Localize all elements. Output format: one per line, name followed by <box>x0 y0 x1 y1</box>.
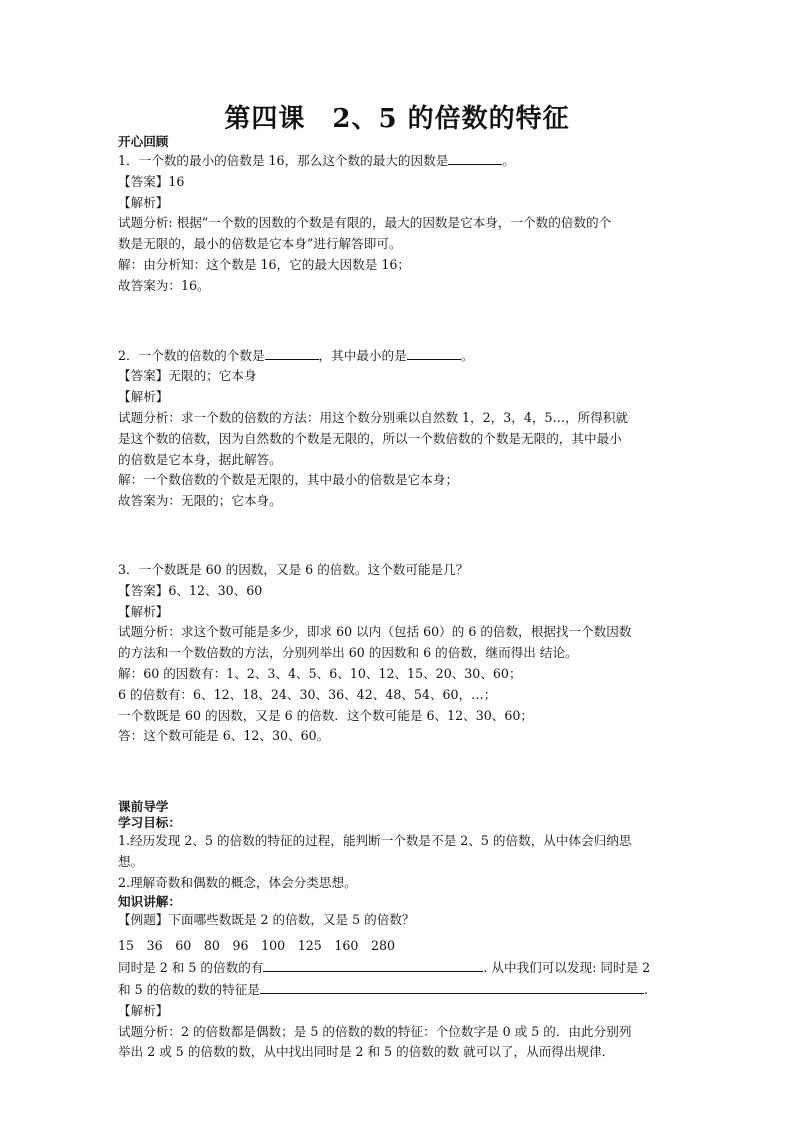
q1-line: 试题分析: 根据“一个数的因数的个数是有限的，最大的因数是它本身，一个数的倍数的个 <box>118 215 612 231</box>
example-line-1 <box>118 957 678 979</box>
q1-line: 数是无限的，最小的倍数是它本身”进行解答即可。 <box>118 236 402 252</box>
question-3 <box>118 560 678 747</box>
q1-line: 解：由分析知：这个数是 16，它的最大因数是 16； <box>118 256 410 272</box>
lesson-title: 第四课 2、5 的倍数的特征 <box>224 104 570 134</box>
q2-text-mid: ，其中最小的是 <box>318 347 407 363</box>
spacer <box>118 747 678 799</box>
example-analysis-label: 【解析】 <box>118 1002 169 1018</box>
q1-question <box>118 150 678 172</box>
knowledge-heading: 知识讲解： <box>118 893 181 909</box>
review-heading: 开心回顾 <box>118 134 169 149</box>
example <box>118 910 678 1064</box>
goal-line: 2.理解奇数和偶数的概念，体会分类思想。 <box>118 874 357 890</box>
preview-heading: 课前导学 <box>118 799 169 815</box>
document-body <box>118 134 678 1063</box>
goal-line: 1.经历发现 2、5 的倍数的特征的过程，能判断一个数是不是 2、5 的倍数，从中体会归纳思 <box>118 833 632 849</box>
q3-analysis-label: 【解析】 <box>118 603 169 619</box>
q1-line: 故答案为：16。 <box>118 277 210 293</box>
q2-question <box>118 345 678 367</box>
q1-analysis-label: 【解析】 <box>118 194 169 210</box>
q1-blank[interactable] <box>448 150 502 165</box>
q2-answer: 【答案】无限的；它本身 <box>118 368 257 384</box>
example-question: 【例题】下面哪些数既是 2 的倍数，又是 5 的倍数？ <box>118 911 415 927</box>
q2-text-end: 。 <box>460 347 474 363</box>
q1-text: 1．一个数的最小的倍数是 16，那么这个数的最大的因数是 <box>118 153 449 168</box>
q1-text-end: 。 <box>502 153 515 168</box>
q3-line: 6 的倍数有：6、12、18、24、30、36、42、48、54、60，…； <box>118 686 497 702</box>
q2-text: 2．一个数的倍数的个数是 <box>118 347 265 363</box>
q3-answer: 【答案】6、12、30、60 <box>118 582 263 598</box>
q3-line: 一个数既是 60 的因数，又是 6 的倍数．这个数可能是 6、12、30、60； <box>118 707 533 723</box>
example-blank-2[interactable] <box>260 979 644 994</box>
spacer <box>118 297 678 345</box>
example-numbers: 15 36 60 80 96 100 125 160 280 <box>118 938 396 954</box>
q2-line: 故答案为：无限的；它本身。 <box>118 493 282 509</box>
q1-answer: 【答案】16 <box>118 173 185 189</box>
example-blank-1[interactable] <box>263 957 483 972</box>
example-text: 和 5 的倍数的数的特征是 <box>118 981 260 997</box>
example-text-end: . <box>643 981 648 997</box>
question-2 <box>118 345 678 512</box>
goal-line: 想。 <box>118 853 144 869</box>
example-text: 同时是 2 和 5 的倍数的有 <box>118 960 264 976</box>
q2-line: 试题分析：求一个数的倍数的方法：用这个数分别乘以自然数 1，2，3，4，5…，所得积就 <box>118 409 629 425</box>
q2-analysis-label: 【解析】 <box>118 389 169 405</box>
goals-heading: 学习目标： <box>118 815 181 831</box>
example-line-2 <box>118 979 678 1001</box>
q2-line: 解：一个数倍数的个数是无限的，其中最小的倍数是它本身； <box>118 472 459 488</box>
q2-line: 的倍数是它本身，据此解答。 <box>118 451 282 467</box>
example-line: 试题分析：2 的倍数都是偶数；是 5 的倍数的数的特征：个位数字是 0 或 5 的．由此分别列 <box>118 1023 632 1039</box>
q3-line: 答：这个数可能是 6、12、30、60。 <box>118 728 330 744</box>
q2-blank-2[interactable] <box>407 345 461 360</box>
q2-blank-1[interactable] <box>265 345 319 360</box>
example-line: 举出 2 或 5 的倍数的数，从中找出同时是 2 和 5 的倍数的数 就可以了，从而得出规律． <box>118 1044 615 1060</box>
q3-line: 解：60 的因数有：1、2、3、4、5、6、10、12、15、20、30、60； <box>118 665 522 681</box>
spacer <box>118 512 678 560</box>
question-1 <box>118 150 678 297</box>
example-text-end: . 从中我们可以发现: 同时是 2 <box>483 960 651 976</box>
q3-line: 试题分析：求这个数可能是多少，即求 60 以内（包括 60）的 6 的倍数，根据找一个数因数 <box>118 624 632 640</box>
q3-line: 的方法和一个数倍数的方法，分别列举出 60 的因数和 6 的倍数，继而得出 结论。 <box>118 645 578 661</box>
q2-line: 是这个数的倍数，因为自然数的个数是无限的，所以一个数倍数的个数是无限的，其中最小 <box>118 430 622 446</box>
q3-question: 3．一个数既是 60 的因数，又是 6 的倍数。这个数可能是几？ <box>118 561 469 577</box>
